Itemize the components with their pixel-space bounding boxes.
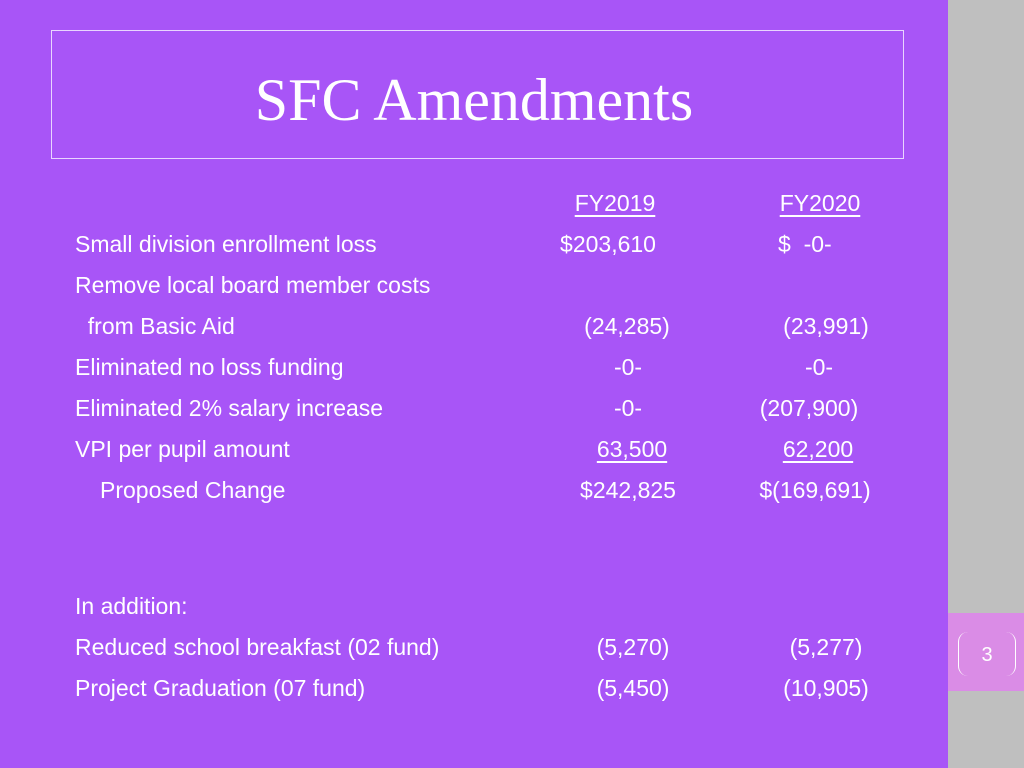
- row-fy2020-value: (5,277): [789, 634, 863, 660]
- row-fy2019-value: (24,285): [584, 313, 670, 339]
- page-number: 3: [981, 644, 993, 666]
- row-fy2019-value: (5,270): [596, 634, 670, 660]
- row-label: Eliminated 2% salary increase: [75, 395, 384, 421]
- row-label: Proposed Change: [100, 477, 286, 503]
- row-fy2020-value: (23,991): [783, 313, 869, 339]
- row-fy2019-value: $203,610: [560, 231, 656, 257]
- row-label: Reduced school breakfast (02 fund): [75, 634, 440, 660]
- row-label: Remove local board member costs: [75, 272, 431, 298]
- row-label: Small division enrollment loss: [75, 231, 377, 257]
- slide-title: SFC Amendments: [254, 67, 694, 133]
- row-label: Eliminated no loss funding: [75, 354, 344, 380]
- row-fy2020-value: $ -0-: [778, 231, 832, 257]
- row-fy2020-value: -0-: [804, 354, 834, 380]
- column-header-fy2019: FY2019: [574, 190, 656, 216]
- row-fy2019-value: (5,450): [596, 675, 670, 701]
- row-fy2020-value: (207,900): [759, 395, 859, 421]
- row-fy2020-value: $(169,691): [759, 477, 871, 503]
- addition-heading: In addition:: [75, 593, 188, 619]
- row-fy2020-value: (10,905): [783, 675, 869, 701]
- row-fy2020-value: 62,200: [782, 436, 854, 462]
- row-label: Project Graduation (07 fund): [75, 675, 366, 701]
- row-label: VPI per pupil amount: [75, 436, 290, 462]
- row-fy2019-value: $242,825: [580, 477, 676, 503]
- row-fy2019-value: -0-: [613, 354, 643, 380]
- row-label: from Basic Aid: [75, 313, 235, 339]
- row-fy2019-value: 63,500: [596, 436, 668, 462]
- column-header-fy2020: FY2020: [779, 190, 861, 216]
- row-fy2019-value: -0-: [613, 395, 643, 421]
